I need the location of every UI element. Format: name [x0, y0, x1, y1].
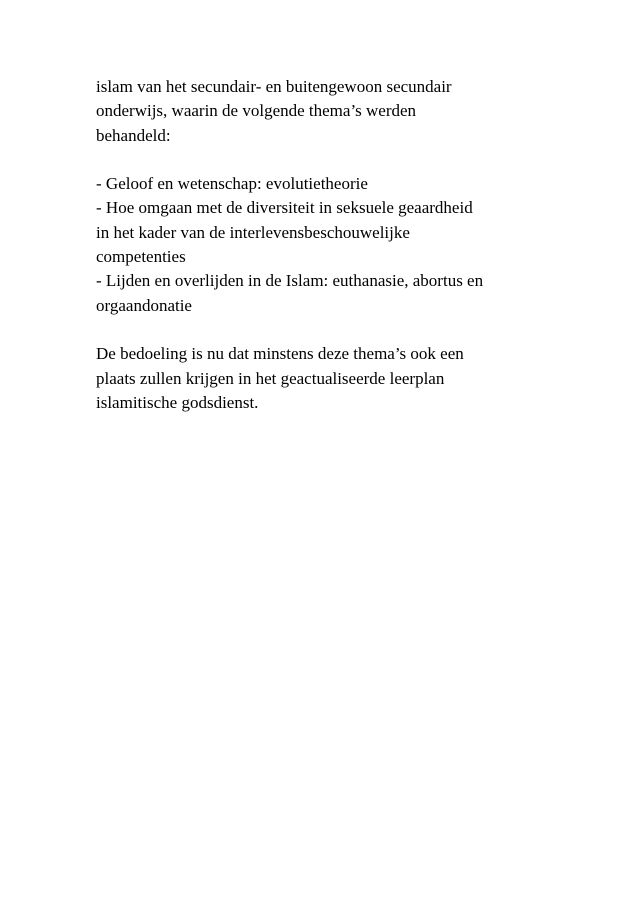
list-item-continuation: in het kader van de interlevensbeschouwelijke — [96, 222, 410, 242]
list-item-continuation: orgaandonatie — [96, 295, 192, 315]
paragraph-spacer — [96, 318, 566, 342]
closing-paragraph — [96, 342, 566, 415]
list-item-continuation: competenties — [96, 247, 186, 267]
theme-list — [96, 172, 566, 318]
text-line: islam van het secundair- en buitengewoon secundair — [96, 77, 452, 96]
text-line: onderwijs, waarin de volgende thema’s werden — [96, 101, 417, 121]
list-item: - Geloof en wetenschap: evolutietheorie — [96, 174, 368, 194]
list-item: - Hoe omgaan met de diversiteit in seksuele geaardheid — [96, 198, 473, 218]
text-line: behandeld: — [96, 125, 171, 145]
text-line: plaats zullen krijgen in het geactualiseerde leerplan — [96, 368, 445, 388]
body-text — [96, 75, 566, 415]
paragraph-spacer — [96, 148, 566, 172]
intro-paragraph — [96, 75, 566, 148]
text-line: De bedoeling is nu dat minstens deze thema’s ook een — [96, 344, 464, 364]
text-line: islamitische godsdienst. — [96, 392, 259, 412]
list-item: - Lijden en overlijden in de Islam: euthanasie, abortus en — [96, 271, 484, 291]
